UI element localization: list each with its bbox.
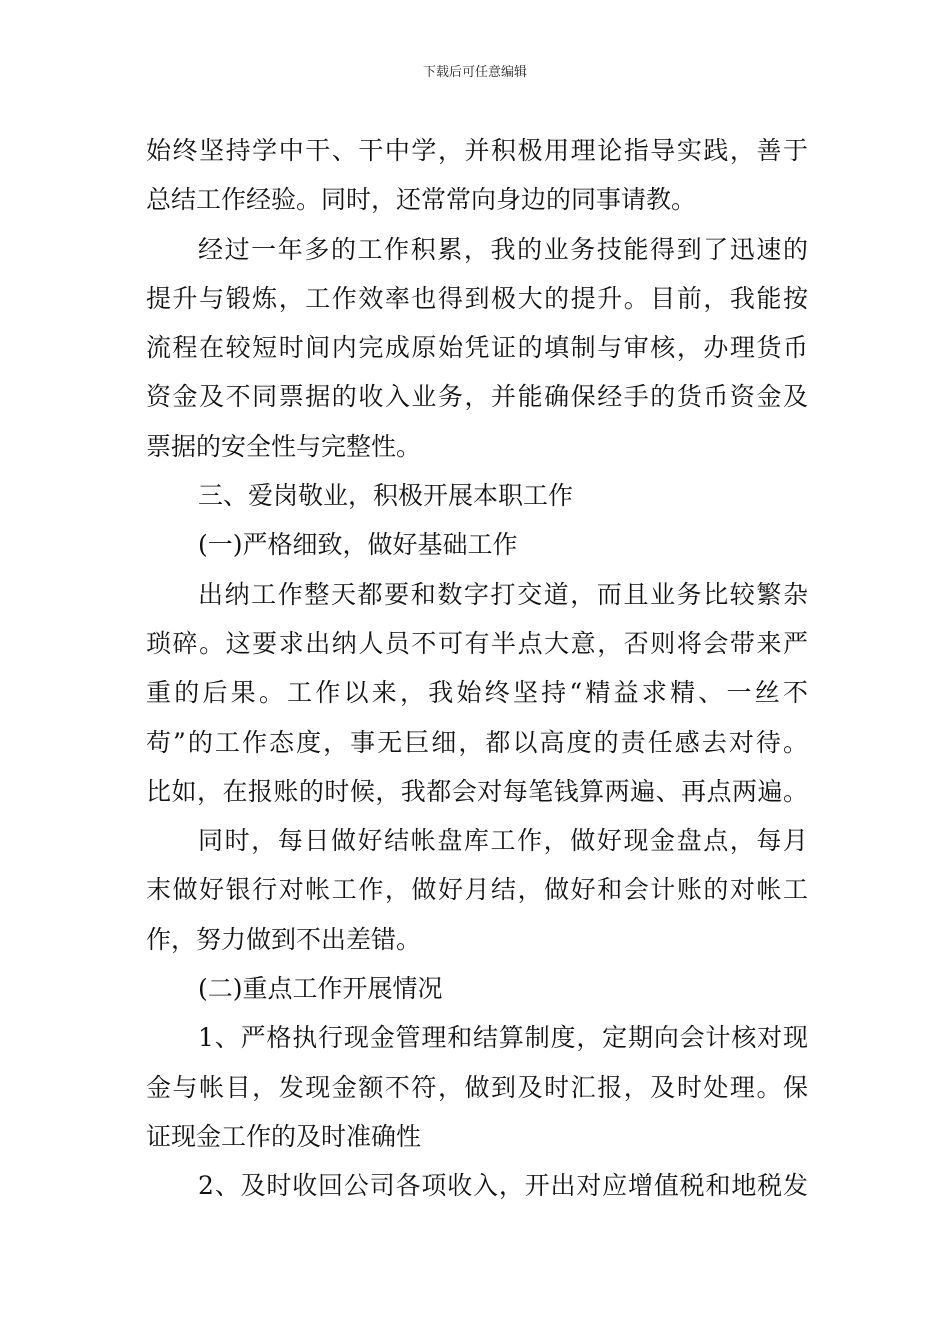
text-line: 苟”的工作态度，事无巨细，都以高度的责任感去对待。 — [146, 727, 808, 757]
text-line: 重的后果。工作以来，我始终坚持“精益求精、一丝不 — [146, 678, 808, 708]
text-line: (二)重点工作开展情况 — [198, 974, 443, 1004]
text-line: 出纳工作整天都要和数字打交道，而且业务比较繁杂 — [198, 579, 808, 609]
text-line: 作，努力做到不出差错。 — [146, 924, 422, 954]
text-line: 证现金工作的及时准确性 — [146, 1121, 422, 1151]
text-line: 资金及不同票据的收入业务，并能确保经手的货币资金及 — [146, 382, 808, 412]
text-line: 比如，在报账的时候，我都会对每笔钱算两遍、再点两遍。 — [146, 776, 808, 806]
document-body — [146, 126, 808, 1211]
text-line: 同时，每日做好结帐盘库工作，做好现金盘点，每月 — [198, 826, 808, 856]
text-line: 总结工作经验。同时，还常常向身边的同事请教。 — [146, 185, 697, 215]
text-line: 金与帐目，发现金额不符，做到及时汇报，及时处理。保 — [146, 1072, 808, 1102]
text-line: 提升与锻炼，工作效率也得到极大的提升。目前，我能按 — [146, 283, 808, 313]
text-line: 琐碎。这要求出纳人员不可有半点大意，否则将会带来严 — [146, 628, 808, 658]
page-header: 下载后可任意编辑 — [422, 65, 527, 80]
text-line: 始终坚持学中干、干中学，并积极用理论指导实践，善于 — [146, 136, 808, 165]
text-line: 经过一年多的工作积累，我的业务技能得到了迅速的 — [198, 234, 808, 264]
text-line: 末做好银行对帐工作，做好月结，做好和会计账的对帐工 — [146, 875, 808, 905]
text-line: 票据的安全性与完整性。 — [146, 431, 422, 461]
text-line: 三、爱岗敬业，积极开展本职工作 — [198, 481, 574, 511]
text-line: (一)严格细致，做好基础工作 — [198, 530, 518, 560]
text-line: 1、严格执行现金管理和结算制度，定期向会计核对现 — [198, 1023, 808, 1053]
text-line: 2、及时收回公司各项收入，开出对应增值税和地税发 — [198, 1171, 808, 1201]
text-line: 流程在较短时间内完成原始凭证的填制与审核，办理货币 — [146, 333, 808, 363]
